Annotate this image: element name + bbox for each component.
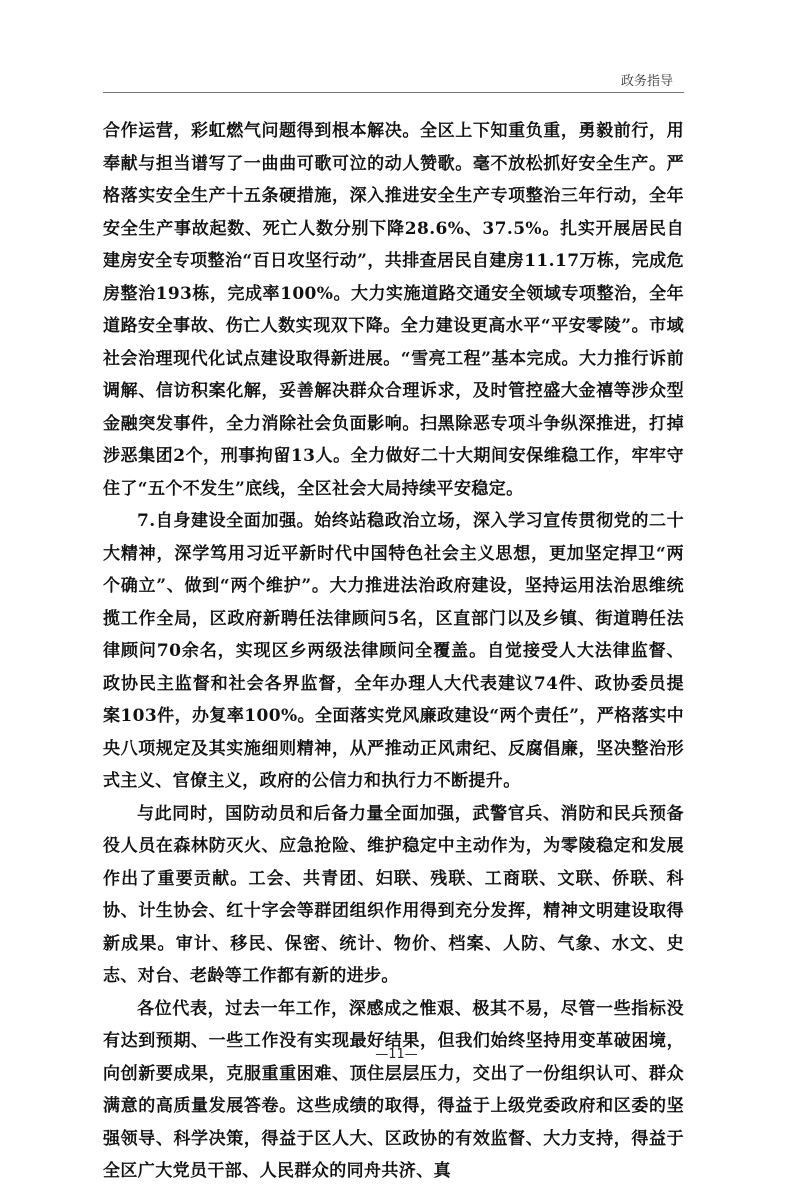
document-body [103,115,684,1188]
paragraph-delegates: 各位代表，过去一年工作，深感成之惟艰、极其不易，尽管一些指标没有达到预期、一些工作没有实现最好结果，但我们始终坚持用变革破困境，向创新要成果，克服重重困难、顶住层层压力，交出了一份组织认可、群众满意的高质量发展答卷。这些成绩的取得，得益于上级党委政府和区委的坚强领导、科学决策，得益于区人大、区政协的有效监督、大力支持，得益于全区广大党员干部、人民群众的同舟共济、真 [103,998,684,1181]
header-divider [103,92,684,93]
paragraph-meanwhile: 与此同时，国防动员和后备力量全面加强，武警官兵、消防和民兵预备役人员在森林防灭火、应急抢险、维护稳定中主动作为，为零陵稳定和发展作出了重要贡献。工会、共青团、妇联、残联、工商联、文联、侨联、科协、计生协会、红十字会等群团组织作用得到充分发挥，精神文明建设取得新成果。审计、移民、保密、统计、物价、档案、人防、气象、水文、史志、对台、老龄等工作都有新的进步。 [103,803,684,986]
paragraph-self-construction: 7.自身建设全面加强。始终站稳政治立场，深入学习宣传贯彻党的二十大精神，深学笃用习近平新时代中国特色社会主义思想，更加坚定捍卫“两个确立”、做到“两个维护”。大力推进法治政府建设，坚持运用法治思维统揽工作全局，区政府新聘任法律顾问5名，区直部门以及乡镇、街道聘任法律顾问70余名，实现区乡两级法律顾问全覆盖。自觉接受人大法律监督、政协民主监督和社会各界监督，全年办理人大代表建议74件、政协委员提案103件，办复率100%。全面落实党风廉政建设“两个责任”，严格落实中央八项规定及其实施细则精神，从严推动正风肃纪、反腐倡廉，坚决整治形式主义、官僚主义，政府的公信力和执行力不断提升。 [103,511,684,791]
page-header [0,68,793,92]
paragraph-continued: 合作运营，彩虹燃气问题得到根本解决。全区上下知重负重，勇毅前行，用奉献与担当谱写了一曲曲可歌可泣的动人赞歌。毫不放松抓好安全生产。严格落实安全生产十五条硬措施，深入推进安全生产专项整治三年行动，全年安全生产事故起数、死亡人数分别下降28.6%、37.5%。扎实开展居民自建房安全专项整治“百日攻坚行动”，共排查居民自建房11.17万栋，完成危房整治193栋，完成率100%。大力实施道路交通安全领域专项整治，全年道路安全事故、伤亡人数实现双下降。全力建设更高水平“平安零陵”。市域社会治理现代化试点建设取得新进展。“雪亮工程”基本完成。大力推行诉前调解、信访积案化解，妥善解决群众合理诉求，及时管控盛大金禧等涉众型金融突发事件，全力消除社会负面影响。扫黑除恶专项斗争纵深推进，打掉涉恶集团2个，刑事拘留13人。全力做好二十大期间安保维稳工作，牢牢守住了“五个不发生”底线，全区社会大局持续平安稳定。 [103,121,684,499]
page-number: —11— [375,1047,418,1062]
header-title: 政务指导 [620,74,673,89]
